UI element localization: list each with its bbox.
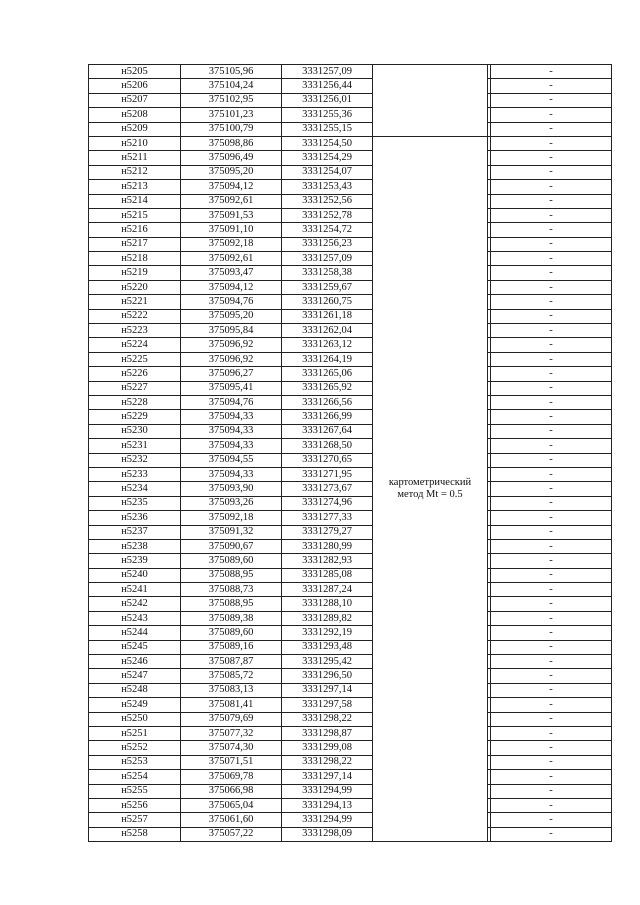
note-cell: -: [491, 669, 612, 683]
note-cell: -: [491, 165, 612, 179]
table-row: [89, 108, 612, 122]
x-coordinate-cell: 375071,51: [181, 755, 282, 769]
table-row: [89, 223, 612, 237]
y-coordinate-cell: 3331292,19: [282, 626, 373, 640]
table-row: [89, 266, 612, 280]
note-cell: -: [491, 611, 612, 625]
x-coordinate-cell: 375095,20: [181, 309, 282, 323]
x-coordinate-cell: 375096,92: [181, 352, 282, 366]
note-cell: -: [491, 395, 612, 409]
note-cell: -: [491, 266, 612, 280]
y-coordinate-cell: 3331254,50: [282, 136, 373, 150]
y-coordinate-cell: 3331288,10: [282, 597, 373, 611]
table-row: [89, 410, 612, 424]
x-coordinate-cell: 375081,41: [181, 698, 282, 712]
x-coordinate-cell: 375089,60: [181, 626, 282, 640]
note-cell: -: [491, 223, 612, 237]
point-name-cell: н5212: [89, 165, 181, 179]
table-row: [89, 194, 612, 208]
y-coordinate-cell: 3331285,08: [282, 568, 373, 582]
x-coordinate-cell: 375105,96: [181, 65, 282, 79]
note-cell: -: [491, 525, 612, 539]
note-cell: -: [491, 309, 612, 323]
x-coordinate-cell: 375091,10: [181, 223, 282, 237]
table-row: [89, 395, 612, 409]
x-coordinate-cell: 375094,33: [181, 424, 282, 438]
method-cell: [373, 136, 488, 841]
point-name-cell: н5215: [89, 208, 181, 222]
point-name-cell: н5235: [89, 496, 181, 510]
y-coordinate-cell: 3331277,33: [282, 511, 373, 525]
point-name-cell: н5236: [89, 511, 181, 525]
table-row: [89, 180, 612, 194]
point-name-cell: н5238: [89, 539, 181, 553]
x-coordinate-cell: 375092,18: [181, 511, 282, 525]
x-coordinate-cell: 375069,78: [181, 770, 282, 784]
y-coordinate-cell: 3331267,64: [282, 424, 373, 438]
note-cell: -: [491, 482, 612, 496]
note-cell: -: [491, 180, 612, 194]
point-name-cell: н5213: [89, 180, 181, 194]
table-row: [89, 93, 612, 107]
note-cell: -: [491, 583, 612, 597]
x-coordinate-cell: 375090,67: [181, 539, 282, 553]
y-coordinate-cell: 3331299,08: [282, 741, 373, 755]
point-name-cell: н5240: [89, 568, 181, 582]
point-name-cell: н5227: [89, 381, 181, 395]
table-row: [89, 813, 612, 827]
point-name-cell: н5256: [89, 798, 181, 812]
table-row: [89, 338, 612, 352]
note-cell: -: [491, 136, 612, 150]
table-row: [89, 65, 612, 79]
x-coordinate-cell: 375094,12: [181, 180, 282, 194]
x-coordinate-cell: 375089,38: [181, 611, 282, 625]
note-cell: -: [491, 712, 612, 726]
note-cell: -: [491, 65, 612, 79]
note-cell: -: [491, 79, 612, 93]
note-cell: -: [491, 496, 612, 510]
y-coordinate-cell: 3331279,27: [282, 525, 373, 539]
table-row: [89, 367, 612, 381]
note-cell: -: [491, 338, 612, 352]
note-cell: -: [491, 539, 612, 553]
table-row: [89, 554, 612, 568]
note-cell: -: [491, 324, 612, 338]
table-row: [89, 626, 612, 640]
y-coordinate-cell: 3331265,92: [282, 381, 373, 395]
y-coordinate-cell: 3331294,99: [282, 813, 373, 827]
table-row: [89, 525, 612, 539]
y-coordinate-cell: 3331256,01: [282, 93, 373, 107]
y-coordinate-cell: 3331262,04: [282, 324, 373, 338]
table-row: [89, 482, 612, 496]
point-name-cell: н5229: [89, 410, 181, 424]
y-coordinate-cell: 3331253,43: [282, 180, 373, 194]
point-name-cell: н5254: [89, 770, 181, 784]
x-coordinate-cell: 375083,13: [181, 683, 282, 697]
note-cell: -: [491, 467, 612, 481]
y-coordinate-cell: 3331297,14: [282, 683, 373, 697]
table-row: [89, 324, 612, 338]
x-coordinate-cell: 375095,20: [181, 165, 282, 179]
y-coordinate-cell: 3331271,95: [282, 467, 373, 481]
y-coordinate-cell: 3331259,67: [282, 280, 373, 294]
table-row: [89, 539, 612, 553]
point-name-cell: н5241: [89, 583, 181, 597]
table-row: [89, 640, 612, 654]
note-cell: -: [491, 352, 612, 366]
coordinates-table-body: [89, 65, 612, 842]
table-row: [89, 237, 612, 251]
y-coordinate-cell: 3331294,13: [282, 798, 373, 812]
note-cell: -: [491, 93, 612, 107]
y-coordinate-cell: 3331260,75: [282, 295, 373, 309]
table-row: [89, 208, 612, 222]
note-cell: -: [491, 698, 612, 712]
x-coordinate-cell: 375096,92: [181, 338, 282, 352]
coordinates-table: [88, 64, 612, 842]
point-name-cell: н5217: [89, 237, 181, 251]
table-row: [89, 611, 612, 625]
y-coordinate-cell: 3331297,58: [282, 698, 373, 712]
note-cell: -: [491, 798, 612, 812]
table-row: [89, 122, 612, 136]
x-coordinate-cell: 375091,32: [181, 525, 282, 539]
x-coordinate-cell: 375077,32: [181, 726, 282, 740]
y-coordinate-cell: 3331257,09: [282, 252, 373, 266]
point-name-cell: н5209: [89, 122, 181, 136]
table-row: [89, 453, 612, 467]
point-name-cell: н5224: [89, 338, 181, 352]
point-name-cell: н5237: [89, 525, 181, 539]
note-cell: -: [491, 237, 612, 251]
point-name-cell: н5214: [89, 194, 181, 208]
note-cell: -: [491, 453, 612, 467]
y-coordinate-cell: 3331293,48: [282, 640, 373, 654]
table-row: [89, 669, 612, 683]
y-coordinate-cell: 3331264,19: [282, 352, 373, 366]
y-coordinate-cell: 3331254,07: [282, 165, 373, 179]
x-coordinate-cell: 375098,86: [181, 136, 282, 150]
note-cell: -: [491, 726, 612, 740]
x-coordinate-cell: 375074,30: [181, 741, 282, 755]
table-row: [89, 755, 612, 769]
note-cell: -: [491, 741, 612, 755]
x-coordinate-cell: 375094,55: [181, 453, 282, 467]
table-row: [89, 568, 612, 582]
table-row: [89, 698, 612, 712]
x-coordinate-cell: 375095,84: [181, 324, 282, 338]
x-coordinate-cell: 375089,16: [181, 640, 282, 654]
x-coordinate-cell: 375092,18: [181, 237, 282, 251]
note-cell: -: [491, 410, 612, 424]
y-coordinate-cell: 3331280,99: [282, 539, 373, 553]
point-name-cell: н5205: [89, 65, 181, 79]
y-coordinate-cell: 3331252,78: [282, 208, 373, 222]
y-coordinate-cell: 3331298,09: [282, 827, 373, 841]
table-row: [89, 770, 612, 784]
note-cell: -: [491, 640, 612, 654]
y-coordinate-cell: 3331266,56: [282, 395, 373, 409]
point-name-cell: н5233: [89, 467, 181, 481]
x-coordinate-cell: 375065,04: [181, 798, 282, 812]
point-name-cell: н5239: [89, 554, 181, 568]
y-coordinate-cell: 3331263,12: [282, 338, 373, 352]
table-row: [89, 827, 612, 841]
point-name-cell: н5230: [89, 424, 181, 438]
y-coordinate-cell: 3331254,72: [282, 223, 373, 237]
x-coordinate-cell: 375093,90: [181, 482, 282, 496]
y-coordinate-cell: 3331298,87: [282, 726, 373, 740]
table-row: [89, 79, 612, 93]
point-name-cell: н5226: [89, 367, 181, 381]
note-cell: -: [491, 367, 612, 381]
x-coordinate-cell: 375094,76: [181, 295, 282, 309]
y-coordinate-cell: 3331287,24: [282, 583, 373, 597]
x-coordinate-cell: 375096,27: [181, 367, 282, 381]
point-name-cell: н5211: [89, 151, 181, 165]
note-cell: -: [491, 511, 612, 525]
point-name-cell: н5219: [89, 266, 181, 280]
point-name-cell: н5253: [89, 755, 181, 769]
x-coordinate-cell: 375102,95: [181, 93, 282, 107]
x-coordinate-cell: 375087,87: [181, 655, 282, 669]
table-row: [89, 352, 612, 366]
table-row: [89, 295, 612, 309]
method-label-line2: метод Mt = 0.5: [397, 489, 463, 501]
note-cell: -: [491, 108, 612, 122]
y-coordinate-cell: 3331297,14: [282, 770, 373, 784]
note-cell: -: [491, 784, 612, 798]
point-name-cell: н5225: [89, 352, 181, 366]
x-coordinate-cell: 375088,95: [181, 597, 282, 611]
note-cell: -: [491, 770, 612, 784]
x-coordinate-cell: 375100,79: [181, 122, 282, 136]
x-coordinate-cell: 375089,60: [181, 554, 282, 568]
y-coordinate-cell: 3331258,38: [282, 266, 373, 280]
x-coordinate-cell: 375088,73: [181, 583, 282, 597]
point-name-cell: н5221: [89, 295, 181, 309]
method-label-line1: картометрический: [388, 477, 472, 489]
point-name-cell: н5244: [89, 626, 181, 640]
point-name-cell: н5208: [89, 108, 181, 122]
y-coordinate-cell: 3331266,99: [282, 410, 373, 424]
note-cell: -: [491, 424, 612, 438]
x-coordinate-cell: 375104,24: [181, 79, 282, 93]
y-coordinate-cell: 3331257,09: [282, 65, 373, 79]
point-name-cell: н5207: [89, 93, 181, 107]
y-coordinate-cell: 3331255,36: [282, 108, 373, 122]
note-cell: -: [491, 295, 612, 309]
point-name-cell: н5222: [89, 309, 181, 323]
point-name-cell: н5223: [89, 324, 181, 338]
table-row: [89, 741, 612, 755]
point-name-cell: н5246: [89, 655, 181, 669]
note-cell: -: [491, 280, 612, 294]
y-coordinate-cell: 3331265,06: [282, 367, 373, 381]
point-name-cell: н5258: [89, 827, 181, 841]
note-cell: -: [491, 194, 612, 208]
y-coordinate-cell: 3331298,22: [282, 712, 373, 726]
table-row: [89, 165, 612, 179]
table-row: [89, 136, 612, 150]
table-row: [89, 439, 612, 453]
x-coordinate-cell: 375093,26: [181, 496, 282, 510]
note-cell: -: [491, 151, 612, 165]
x-coordinate-cell: 375091,53: [181, 208, 282, 222]
table-row: [89, 712, 612, 726]
y-coordinate-cell: 3331294,99: [282, 784, 373, 798]
x-coordinate-cell: 375085,72: [181, 669, 282, 683]
y-coordinate-cell: 3331289,82: [282, 611, 373, 625]
y-coordinate-cell: 3331268,50: [282, 439, 373, 453]
x-coordinate-cell: 375094,33: [181, 467, 282, 481]
point-name-cell: н5257: [89, 813, 181, 827]
point-name-cell: н5216: [89, 223, 181, 237]
table-row: [89, 597, 612, 611]
point-name-cell: н5251: [89, 726, 181, 740]
note-cell: -: [491, 655, 612, 669]
x-coordinate-cell: 375079,69: [181, 712, 282, 726]
x-coordinate-cell: 375057,22: [181, 827, 282, 841]
table-row: [89, 511, 612, 525]
x-coordinate-cell: 375095,41: [181, 381, 282, 395]
point-name-cell: н5242: [89, 597, 181, 611]
table-row: [89, 726, 612, 740]
table-row: [89, 784, 612, 798]
y-coordinate-cell: 3331254,29: [282, 151, 373, 165]
point-name-cell: н5210: [89, 136, 181, 150]
x-coordinate-cell: 375092,61: [181, 194, 282, 208]
note-cell: -: [491, 597, 612, 611]
table-row: [89, 381, 612, 395]
x-coordinate-cell: 375092,61: [181, 252, 282, 266]
y-coordinate-cell: 3331274,96: [282, 496, 373, 510]
table-row: [89, 151, 612, 165]
x-coordinate-cell: 375101,23: [181, 108, 282, 122]
table-row: [89, 467, 612, 481]
x-coordinate-cell: 375088,95: [181, 568, 282, 582]
y-coordinate-cell: 3331273,67: [282, 482, 373, 496]
point-name-cell: н5252: [89, 741, 181, 755]
note-cell: -: [491, 381, 612, 395]
table-row: [89, 583, 612, 597]
y-coordinate-cell: 3331270,65: [282, 453, 373, 467]
point-name-cell: н5206: [89, 79, 181, 93]
y-coordinate-cell: 3331252,56: [282, 194, 373, 208]
point-name-cell: н5255: [89, 784, 181, 798]
y-coordinate-cell: 3331295,42: [282, 655, 373, 669]
y-coordinate-cell: 3331296,50: [282, 669, 373, 683]
point-name-cell: н5234: [89, 482, 181, 496]
note-cell: -: [491, 439, 612, 453]
point-name-cell: н5250: [89, 712, 181, 726]
y-coordinate-cell: 3331261,18: [282, 309, 373, 323]
point-name-cell: н5220: [89, 280, 181, 294]
note-cell: -: [491, 568, 612, 582]
note-cell: -: [491, 626, 612, 640]
table-row: [89, 655, 612, 669]
table-row: [89, 252, 612, 266]
table-row: [89, 683, 612, 697]
point-name-cell: н5228: [89, 395, 181, 409]
y-coordinate-cell: 3331298,22: [282, 755, 373, 769]
table-row: [89, 496, 612, 510]
point-name-cell: н5245: [89, 640, 181, 654]
y-coordinate-cell: 3331256,44: [282, 79, 373, 93]
point-name-cell: н5243: [89, 611, 181, 625]
x-coordinate-cell: 375094,33: [181, 410, 282, 424]
y-coordinate-cell: 3331256,23: [282, 237, 373, 251]
method-cell-empty: [373, 65, 488, 137]
point-name-cell: н5247: [89, 669, 181, 683]
table-row: [89, 280, 612, 294]
note-cell: -: [491, 683, 612, 697]
x-coordinate-cell: 375096,49: [181, 151, 282, 165]
table-row: [89, 309, 612, 323]
x-coordinate-cell: 375066,98: [181, 784, 282, 798]
x-coordinate-cell: 375094,76: [181, 395, 282, 409]
x-coordinate-cell: 375061,60: [181, 813, 282, 827]
y-coordinate-cell: 3331282,93: [282, 554, 373, 568]
point-name-cell: н5231: [89, 439, 181, 453]
table-row: [89, 424, 612, 438]
x-coordinate-cell: 375094,12: [181, 280, 282, 294]
x-coordinate-cell: 375094,33: [181, 439, 282, 453]
note-cell: -: [491, 827, 612, 841]
note-cell: -: [491, 554, 612, 568]
point-name-cell: н5232: [89, 453, 181, 467]
point-name-cell: н5248: [89, 683, 181, 697]
note-cell: -: [491, 208, 612, 222]
note-cell: -: [491, 122, 612, 136]
note-cell: -: [491, 252, 612, 266]
y-coordinate-cell: 3331255,15: [282, 122, 373, 136]
table-row: [89, 798, 612, 812]
point-name-cell: н5218: [89, 252, 181, 266]
note-cell: -: [491, 813, 612, 827]
note-cell: -: [491, 755, 612, 769]
point-name-cell: н5249: [89, 698, 181, 712]
x-coordinate-cell: 375093,47: [181, 266, 282, 280]
